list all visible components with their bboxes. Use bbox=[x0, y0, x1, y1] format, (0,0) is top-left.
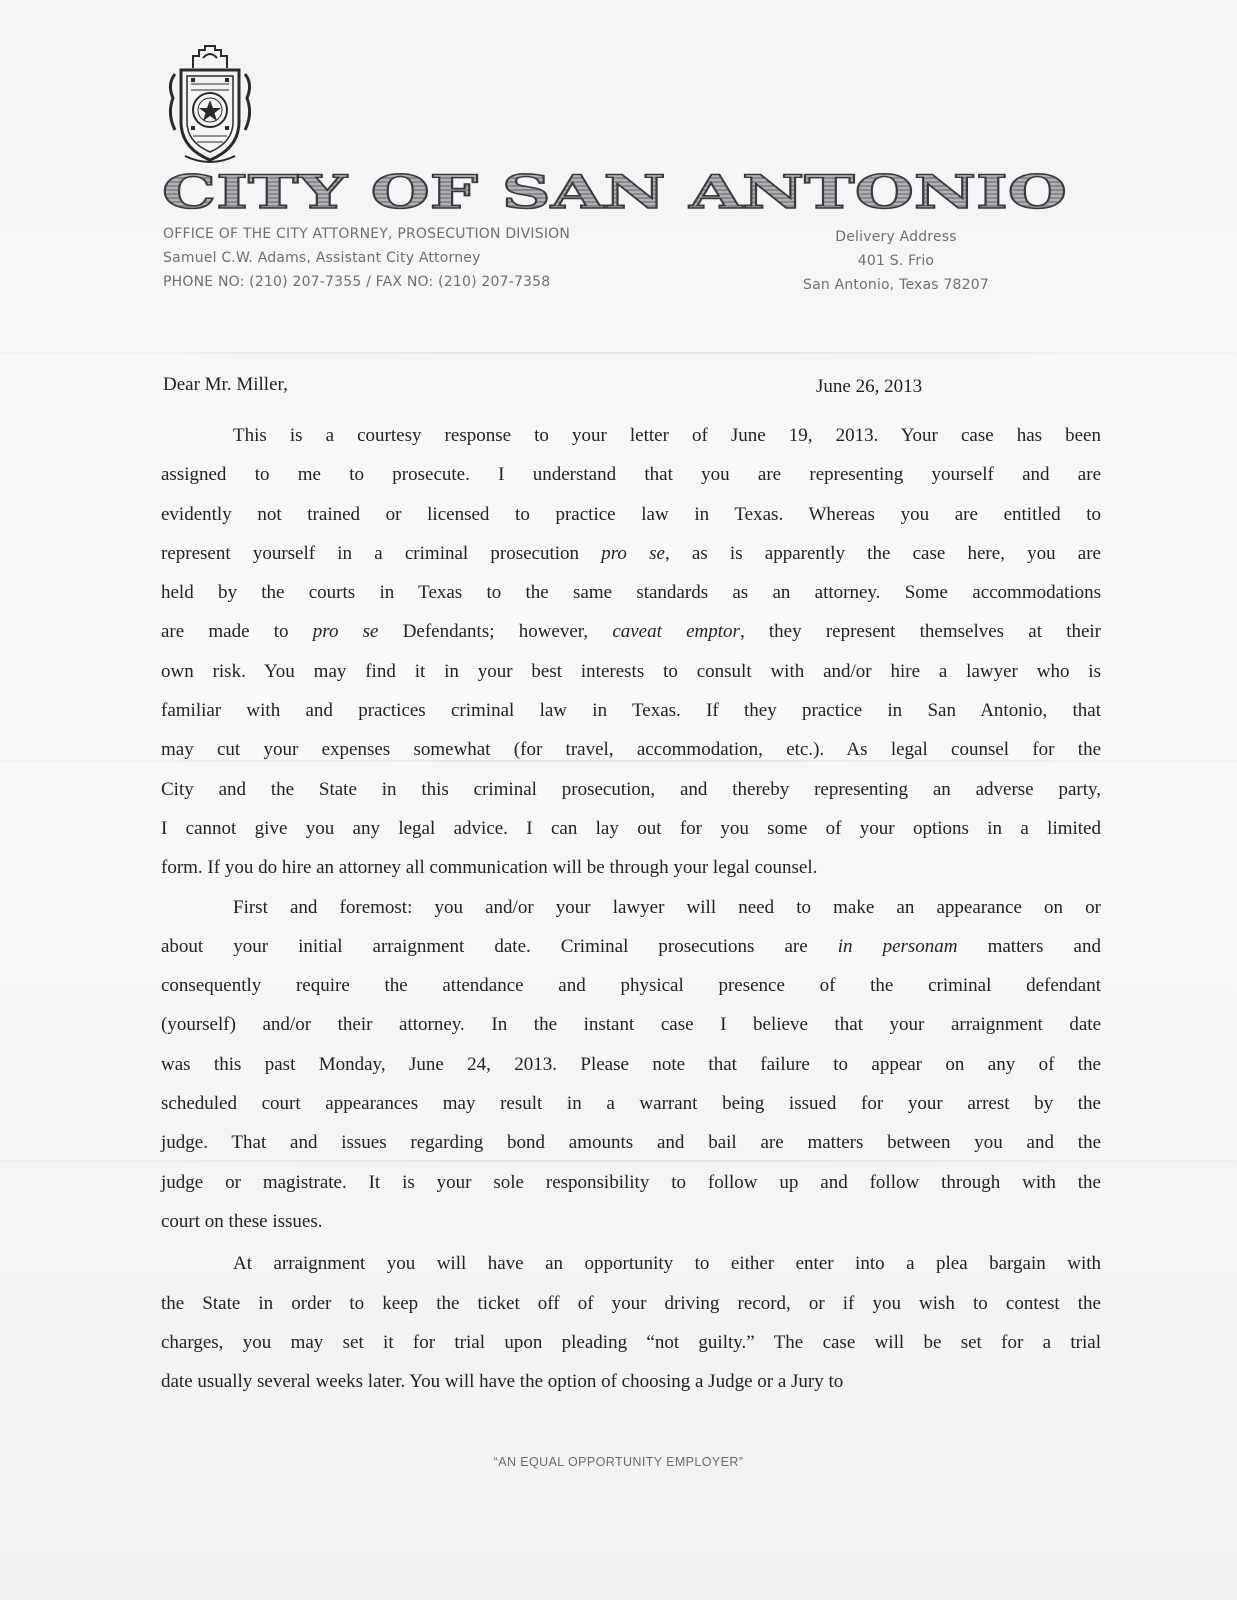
office-block bbox=[163, 222, 570, 294]
letter-text: was this past Monday, June 24, 2013. Please note that failure to appear on any of the bbox=[161, 1053, 1101, 1075]
office-line: OFFICE OF THE CITY ATTORNEY, PROSECUTION DIVISION bbox=[163, 226, 571, 242]
letter-line bbox=[161, 1323, 1101, 1362]
letter-line bbox=[161, 1005, 1101, 1044]
letter-text: I cannot give you any legal advice. I can lay out for you some of your options in a limited bbox=[161, 817, 1101, 839]
letter-text: judge. That and issues regarding bond amounts and bail are matters between you and the bbox=[161, 1132, 1101, 1154]
letter-text: At arraignment you will have an opportunity to either enter into a plea bargain with bbox=[233, 1253, 1101, 1275]
letter-line bbox=[161, 888, 1101, 927]
letter-line bbox=[161, 966, 1101, 1005]
letter-line bbox=[161, 1362, 1101, 1401]
letter-text: judge or magistrate. It is your sole responsibility to follow up and follow through with the bbox=[161, 1171, 1101, 1193]
letter-line bbox=[161, 1202, 1101, 1241]
letter-text: assigned to me to prosecute. I understand that you are representing yourself and are bbox=[161, 464, 1101, 486]
footer-tagline: “AN EQUAL OPPORTUNITY EMPLOYER” bbox=[493, 1455, 744, 1469]
salutation: Dear Mr. Miller, bbox=[163, 374, 288, 395]
letter-text: are made to bbox=[161, 621, 313, 643]
letter-line bbox=[161, 416, 1101, 455]
letter-text: the State in order to keep the ticket off of your driving record, or if you wish to contest the bbox=[161, 1292, 1101, 1314]
italic-term: pro se bbox=[601, 542, 665, 564]
letter-line bbox=[161, 1084, 1101, 1123]
letter-text: charges, you may set it for trial upon pleading “not guilty.” The case will be set for a trial bbox=[161, 1331, 1101, 1353]
letter-text: Defendants; however, bbox=[378, 621, 613, 643]
letterhead-title bbox=[162, 166, 1082, 222]
letter-line bbox=[161, 1123, 1101, 1162]
letter-line bbox=[161, 495, 1101, 534]
letter-text: (yourself) and/or their attorney. In the instant case I believe that your arraignment date bbox=[161, 1014, 1101, 1036]
delivery-line: Delivery Address bbox=[835, 229, 957, 245]
delivery-line: San Antonio, Texas 78207 bbox=[802, 277, 989, 293]
letter-text: consequently require the attendance and physical presence of the criminal defendant bbox=[161, 975, 1101, 997]
letter-text: City and the State in this criminal prosecution, and thereby representing an adverse party, bbox=[161, 778, 1101, 800]
letter-line bbox=[161, 770, 1101, 809]
letter-text: about your initial arraignment date. Criminal prosecutions are bbox=[161, 935, 838, 957]
letter-line bbox=[161, 534, 1101, 573]
letterhead-title-text: CITY OF SAN ANTONIO bbox=[162, 166, 1067, 219]
letter-text: held by the courts in Texas to the same standards as an attorney. Some accommodations bbox=[161, 582, 1101, 604]
letter-line bbox=[161, 455, 1101, 494]
italic-term: in personam bbox=[837, 935, 958, 957]
city-seal-icon bbox=[165, 44, 255, 166]
letter-text: scheduled court appearances may result in a warrant being issued for your arrest by the bbox=[161, 1093, 1101, 1115]
letter-line bbox=[161, 927, 1101, 966]
letter-text: evidently not trained or licensed to practice law in Texas. Whereas you are entitled to bbox=[161, 503, 1101, 525]
letter-text: own risk. You may find it in your best interests to consult with and/or hire a lawyer who is bbox=[161, 660, 1101, 682]
letter-text: may cut your expenses somewhat (for travel, accommodation, etc.). As legal counsel for the bbox=[161, 739, 1101, 761]
letter-line bbox=[161, 1244, 1101, 1283]
letter-text: represent yourself in a criminal prosecution bbox=[161, 542, 602, 564]
letter-line bbox=[161, 1163, 1101, 1202]
letter-line bbox=[161, 612, 1101, 651]
italic-term: caveat emptor bbox=[612, 621, 740, 643]
letter-text: , as is apparently the case here, you are bbox=[664, 542, 1101, 564]
paper-fold bbox=[0, 352, 1237, 354]
letter-line bbox=[161, 848, 1101, 887]
letter-line bbox=[161, 730, 1101, 769]
letter-line bbox=[161, 809, 1101, 848]
letter-text: date usually several weeks later. You will have the option of choosing a Judge or a Jury to bbox=[161, 1371, 844, 1393]
letter-text: court on these issues. bbox=[161, 1210, 323, 1232]
letter-text: matters and bbox=[957, 935, 1101, 957]
office-line: Samuel C.W. Adams, Assistant City Attorney bbox=[163, 250, 481, 266]
letter-text: familiar with and practices criminal law in Texas. If they practice in San Antonio, that bbox=[161, 700, 1101, 722]
letter-line bbox=[161, 573, 1101, 612]
italic-term: pro se bbox=[312, 621, 379, 643]
letter-line bbox=[161, 1284, 1101, 1323]
letter-line bbox=[161, 652, 1101, 691]
letter-line bbox=[161, 1045, 1101, 1084]
letter-text: , they represent themselves at their bbox=[739, 621, 1102, 643]
office-line: PHONE NO: (210) 207-7355 / FAX NO: (210) 207-7358 bbox=[163, 274, 551, 290]
letter-date: June 26, 2013 bbox=[816, 376, 923, 397]
delivery-line: 401 S. Frio bbox=[857, 253, 935, 269]
letter-text: First and foremost: you and/or your lawyer will need to make an appearance on or bbox=[233, 896, 1101, 918]
letter-body bbox=[161, 416, 1101, 1401]
letter-text: This is a courtesy response to your letter of June 19, 2013. Your case has been bbox=[233, 425, 1101, 446]
letter-text: form. If you do hire an attorney all communication will be through your legal counsel. bbox=[161, 857, 818, 879]
delivery-address-block bbox=[756, 225, 1036, 297]
letter-line bbox=[161, 691, 1101, 730]
